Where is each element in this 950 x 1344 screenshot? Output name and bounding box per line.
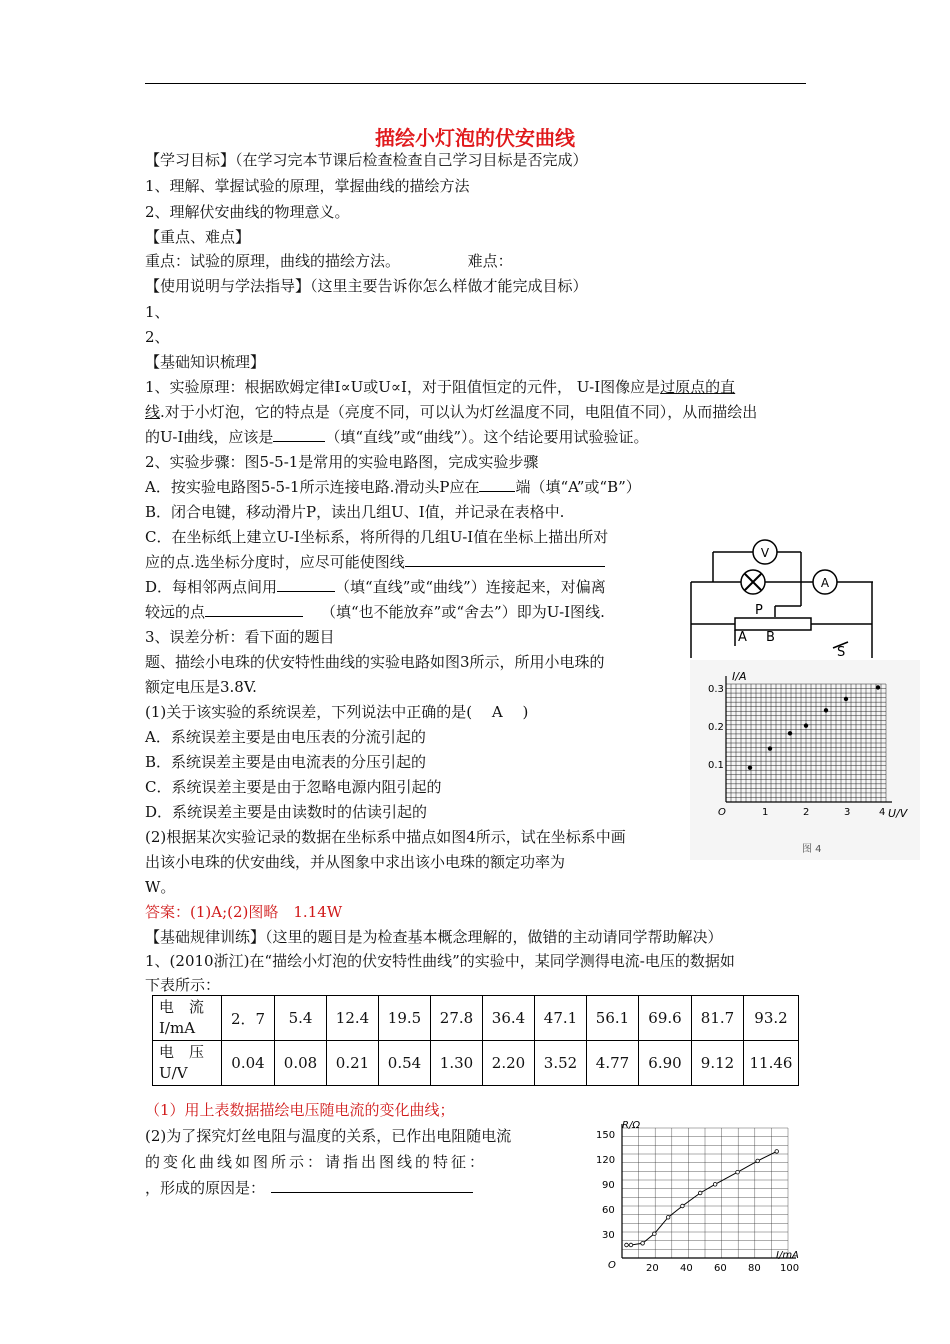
fig4-point	[768, 746, 772, 750]
table-row	[153, 1041, 799, 1086]
table-row-label	[153, 996, 222, 1041]
table-cell: 3.52	[535, 1041, 587, 1086]
training-head: 【基础规律训练】（这里的题目是为检查基本概念理解的，做错的主动请同学帮助解决）	[145, 928, 723, 946]
fill-blank[interactable]	[479, 477, 515, 492]
table-cell: 2.20	[483, 1041, 535, 1086]
key-point: 重点：试验的原理，曲线的描绘方法。	[145, 252, 401, 270]
table-cell: 11.46	[744, 1041, 799, 1086]
fig4-ytick: 0.1	[708, 760, 724, 771]
error-analysis: 3、误差分析：看下面的题目	[145, 628, 335, 646]
step-d-1	[145, 577, 606, 597]
fig4-xtick: 4	[879, 807, 886, 818]
option-d: D．系统误差主要是由读数时的估读引起的	[145, 803, 428, 821]
answer-line: 答案：(1)A;(2)图略 1.14W	[145, 903, 343, 921]
goal-head: 【学习目标】（在学习完本节课后检查检查自己学习目标是否完成）	[145, 151, 588, 169]
step-c-1: C．在坐标纸上建立U-I坐标系，将所得的几组U-I值在坐标上描出所对	[145, 528, 609, 546]
fig5-xtick: 40	[680, 1263, 693, 1274]
fig4-point	[788, 731, 792, 735]
figure-4-chart	[690, 660, 920, 860]
option-b: B．系统误差主要是由电流表的分压引起的	[145, 753, 427, 771]
sub-question-2-b: 的变化曲线如图所示：请指出图线的特征：	[145, 1153, 488, 1171]
table-cell: 27.8	[431, 996, 483, 1041]
data-table	[152, 995, 799, 1086]
fill-blank[interactable]	[271, 1178, 473, 1193]
step-a	[145, 477, 641, 497]
principle-text: 1、实验原理：根据欧姆定律I∝U或U∝I，对于阻值恒定的元件， U-I图像应是	[145, 378, 661, 396]
fig5-ytick: 150	[596, 1130, 616, 1141]
table-cell: 0.54	[379, 1041, 431, 1086]
fig4-ylabel: I/A	[732, 670, 747, 683]
key-head: 【重点、难点】	[145, 228, 251, 246]
fig4-point	[844, 697, 848, 701]
label-current-unit: I/mA	[159, 1019, 196, 1037]
rheostat-end-b: B	[766, 630, 775, 645]
fig5-xtick: 100	[780, 1263, 800, 1274]
principle-line-1	[145, 377, 735, 397]
question-6: W。	[145, 878, 176, 896]
fig5-point	[698, 1191, 702, 1195]
training-q1-b: 下表所示：	[145, 976, 221, 994]
fig5-point	[756, 1159, 760, 1163]
fig4-point	[748, 765, 752, 769]
fig4-point	[824, 708, 828, 712]
principle-underlined-end: 线	[145, 403, 161, 421]
fig5-ylabel: R/Ω	[622, 1120, 640, 1131]
principle-text-4: （填“直线”或“曲线”）。这个结论要用试验验证。	[325, 428, 649, 446]
fig4-point	[876, 685, 880, 689]
principle-line-3	[145, 427, 649, 447]
fig5-origin: O	[608, 1260, 616, 1271]
question-2: 额定电压是3.8V.	[145, 678, 257, 696]
principle-line-2	[145, 402, 757, 422]
resistance-current-chart	[588, 1118, 803, 1278]
table-cell: 36.4	[483, 996, 535, 1041]
step-d-text-3: 较远的点	[145, 603, 206, 621]
table-cell: 9.12	[692, 1041, 744, 1086]
switch-label: S	[837, 645, 846, 658]
principle-text-3: 的U-I曲线，应该是	[145, 428, 274, 446]
principle-text-2: .对于小灯泡，它的特点是（亮度不同，可以认为灯丝温度不同，电阻值不同），从而描绘出	[160, 403, 758, 421]
goal-1: 1、理解、掌握试验的原理，掌握曲线的描绘方法	[145, 177, 470, 195]
header-rule	[145, 83, 806, 84]
label-current: 电 流	[159, 998, 205, 1016]
option-c: C．系统误差主要是由于忽略电源内阻引起的	[145, 778, 442, 796]
sub-question-2: (2)为了探究灯丝电阻与温度的关系，已作出电阻随电流	[145, 1127, 512, 1145]
rheostat-end-a: A	[738, 630, 747, 645]
steps-line: 2、实验步骤：图5-5-1是常用的实验电路图，完成实验步骤	[145, 453, 539, 471]
table-cell: 81.7	[692, 996, 744, 1041]
fig5-ytick: 60	[602, 1205, 615, 1216]
fig5-xtick: 20	[646, 1263, 659, 1274]
fig5-point	[713, 1183, 717, 1187]
table-cell: 12.4	[327, 996, 379, 1041]
label-voltage: 电 压	[159, 1043, 205, 1061]
step-d-2	[145, 602, 605, 622]
table-row	[153, 996, 799, 1041]
fig5-point	[629, 1243, 633, 1247]
fig5-ytick: 30	[602, 1230, 615, 1241]
difficulty-point: 难点：	[467, 252, 513, 270]
question-1: 题、描绘小电珠的伏安特性曲线的实验电路如图3所示，所用小电珠的	[145, 653, 605, 671]
voltmeter-label: V	[760, 546, 770, 560]
table-cell: 56.1	[587, 996, 639, 1041]
fill-blank[interactable]	[205, 602, 303, 617]
goal-2: 2、理解伏安曲线的物理意义。	[145, 203, 350, 221]
step-c-2	[145, 552, 605, 572]
page-title: 描绘小灯泡的伏安曲线	[375, 126, 575, 150]
usage-head: 【使用说明与学法指导】（这里主要告诉你怎么样做才能完成目标）	[145, 277, 588, 295]
fill-blank[interactable]	[273, 427, 325, 442]
fig5-xlabel: I/mA	[776, 1250, 799, 1261]
cause-text: ，形成的原因是：	[145, 1179, 266, 1197]
table-cell: 69.6	[639, 996, 692, 1041]
fig5-xtick: 80	[748, 1263, 761, 1274]
step-d-text-4: （填“也不能放弃”或“舍去”）即为U-I图线.	[321, 603, 605, 621]
table-cell: 19.5	[379, 996, 431, 1041]
ammeter-label: A	[820, 576, 830, 590]
fig5-point	[641, 1241, 645, 1245]
table-cell: 0.08	[275, 1041, 327, 1086]
fig5-xtick: 60	[714, 1263, 727, 1274]
fig5-ytick: 90	[602, 1180, 615, 1191]
principle-underlined: 过原点的直	[660, 378, 736, 396]
fig5-grid	[622, 1124, 796, 1258]
question-5: 出该小电珠的伏安曲线，并从图象中求出该小电珠的额定功率为	[145, 853, 566, 871]
training-q1: 1、(2010浙江)在“描绘小灯泡的伏安特性曲线”的实验中，某同学测得电流-电压的数据如	[145, 952, 735, 970]
fig4-ytick: 0.3	[708, 684, 724, 695]
fig4-xlabel: U/V	[888, 807, 908, 820]
table-row-label	[153, 1041, 222, 1086]
fill-blank[interactable]	[405, 552, 605, 567]
fig5-point	[775, 1150, 779, 1154]
slider-label: P	[755, 603, 763, 618]
fig4-xtick: 2	[803, 807, 810, 818]
table-cell: 0.04	[222, 1041, 275, 1086]
usage-1: 1、	[145, 303, 170, 321]
basic-head: 【基础知识梳理】	[145, 353, 266, 371]
fig4-origin: O	[718, 807, 726, 818]
option-a: A．系统误差主要是由电压表的分流引起的	[145, 728, 426, 746]
circuit-diagram	[683, 538, 873, 658]
fig5-point	[736, 1170, 740, 1174]
fig4-ytick: 0.2	[708, 722, 724, 733]
fill-blank[interactable]	[277, 577, 335, 592]
usage-2: 2、	[145, 328, 170, 346]
label-voltage-unit: U/V	[159, 1064, 188, 1082]
table-cell: 47.1	[535, 996, 587, 1041]
step-a-text: A．按实验电路图5-5-1所示连接电路.滑动头P应在	[145, 478, 480, 496]
table-cell: 2．7	[222, 996, 275, 1041]
fig4-caption: 图 4	[802, 844, 822, 855]
step-a-text-2: 端（填“A”或“B”）	[515, 478, 641, 496]
step-d-text-2: （填“直线”或“曲线”）连接起来，对偏离	[335, 578, 606, 596]
step-b: B．闭合电键，移动滑片P，读出几组U、I值，并记录在表格中.	[145, 503, 565, 521]
question-3: (1)关于该实验的系统误差，下列说法中正确的是( A )	[145, 703, 529, 721]
sub-question-2-c	[145, 1178, 473, 1198]
fig4-point	[804, 723, 808, 727]
fig4-xtick: 3	[844, 807, 851, 818]
fig5-curve	[627, 1151, 777, 1245]
fig5-points	[625, 1150, 779, 1247]
fig5-point	[625, 1243, 629, 1247]
fig4-xtick: 1	[762, 807, 769, 818]
fig5-ytick: 120	[596, 1155, 616, 1166]
step-c-text: 应的点.选坐标分度时，应尽可能使图线	[145, 553, 405, 571]
table-cell: 5.4	[275, 996, 327, 1041]
step-d-text: D．每相邻两点间用	[145, 578, 278, 596]
fig5-point	[653, 1232, 657, 1236]
table-cell: 4.77	[587, 1041, 639, 1086]
table-cell: 6.90	[639, 1041, 692, 1086]
table-cell: 0.21	[327, 1041, 379, 1086]
table-cell: 1.30	[431, 1041, 483, 1086]
table-cell: 93.2	[744, 996, 799, 1041]
fig5-point	[666, 1215, 670, 1219]
key-line	[145, 251, 513, 271]
question-4: (2)根据某次实验记录的数据在坐标系中描点如图4所示，试在坐标系中画	[145, 828, 626, 846]
sub-question-1: （1）用上表数据描绘电压随电流的变化曲线；	[145, 1101, 455, 1119]
fig5-point	[681, 1204, 685, 1208]
